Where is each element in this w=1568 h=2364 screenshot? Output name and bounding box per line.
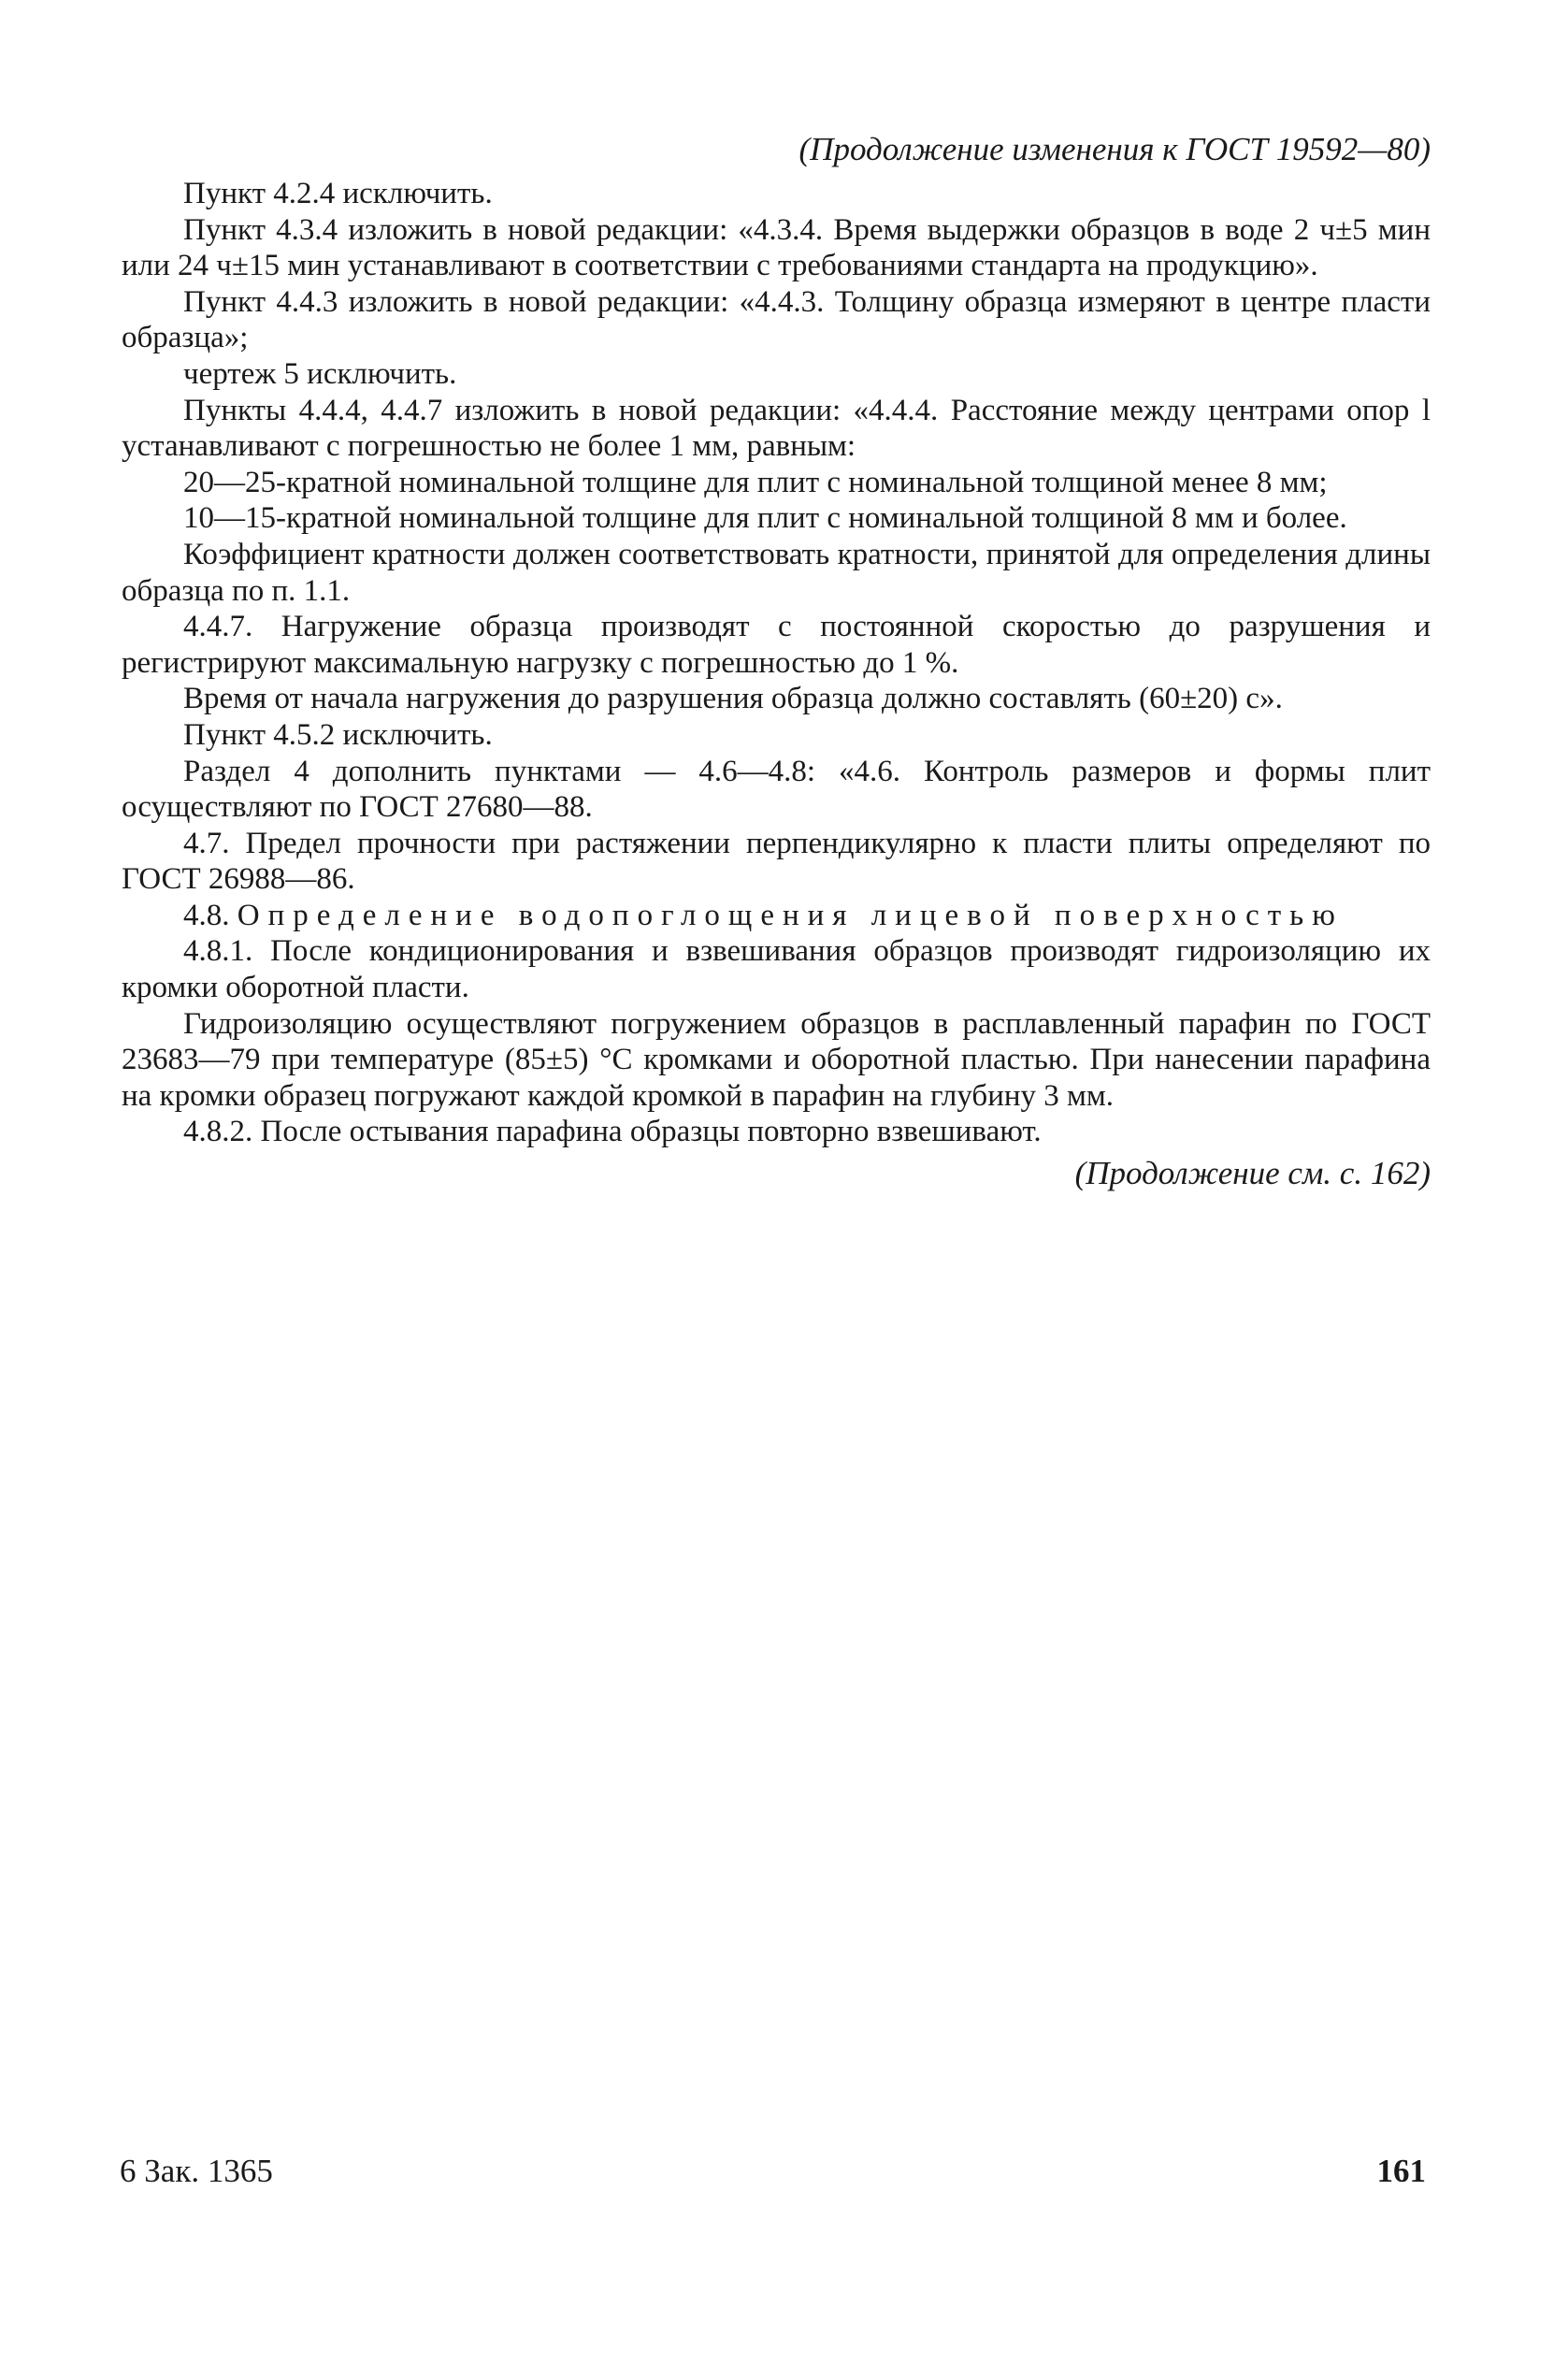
section-number: 4.8. bbox=[183, 898, 230, 932]
paragraph: Время от начала нагружения до разрушения образца должно составлять (60±20) с». bbox=[183, 682, 1283, 716]
paragraph: Пункт 4.3.4 изложить в новой редакции: «4.3.4. Время выдержки образцов в воде 2 ч±5 мин или 24 ч±15 мин устанавливают в соответствии с требованиями стандарта на продукцию». bbox=[122, 212, 1431, 283]
paragraph: 20—25-кратной номинальной толщине для плит с номинальной толщиной менее 8 мм; bbox=[183, 465, 1328, 499]
paragraph: 10—15-кратной номинальной толщине для плит с номинальной толщиной 8 мм и более. bbox=[183, 501, 1347, 536]
paragraph: Пункты 4.4.4, 4.4.7 изложить в новой редакции: «4.4.4. Расстояние между центрами опор l устанавливают с погрешностью не более 1 мм, равным: bbox=[122, 393, 1431, 464]
paragraph: Пункт 4.5.2 исключить. bbox=[183, 717, 493, 752]
page-number: 161 bbox=[1376, 2153, 1426, 2189]
paragraph: 4.8.1. После кондиционирования и взвешивания образцов производят гидроизоляцию их кромки оборотной пласти. bbox=[122, 934, 1431, 1005]
paragraph: Пункт 4.2.4 исключить. bbox=[183, 177, 493, 210]
paragraph: Пункт 4.4.3 изложить в новой редакции: «4.4.3. Толщину образца измеряют в центре пласти образца»; bbox=[122, 284, 1431, 355]
continuation-header: (Продолжение изменения к ГОСТ 19592—80) bbox=[798, 131, 1431, 167]
section-heading bbox=[122, 898, 1431, 934]
order-number: 6 Зак. 1365 bbox=[120, 2153, 273, 2189]
paragraph: 4.7. Предел прочности при растяжении перпендикулярно к пласти плиты определяют по ГОСТ 26988—86. bbox=[122, 826, 1431, 897]
paragraph: Раздел 4 дополнить пунктами — 4.6—4.8: «4.6. Контроль размеров и формы плит осуществляют по ГОСТ 27680—88. bbox=[122, 754, 1431, 825]
paragraph: 4.4.7. Нагружение образца производят с постоянной скоростью до разрушения и регистрируют максимальную нагрузку с погрешностью до 1 %. bbox=[122, 610, 1431, 680]
body-text bbox=[122, 176, 1431, 1192]
paragraph: 4.8.2. После остывания парафина образцы повторно взвешивают. bbox=[183, 1115, 1042, 1149]
continuation-footer: (Продолжение см. с. 162) bbox=[1074, 1155, 1431, 1192]
paragraph: Гидроизоляцию осуществляют погружением образцов в расплавленный парафин по ГОСТ 23683—79 при температуре (85±5) °С кромками и оборотной пластью. При нанесении парафина на кромки образец погружают каждой кромкой в парафин на глубину 3 мм. bbox=[122, 1006, 1431, 1113]
section-title: Определение водопоглощения лицевой поверхностью bbox=[237, 898, 1344, 932]
paragraph: чертеж 5 исключить. bbox=[183, 356, 457, 391]
paragraph: Коэффициент кратности должен соответствовать кратности, принятой для определения длины образца по п. 1.1. bbox=[122, 537, 1431, 608]
